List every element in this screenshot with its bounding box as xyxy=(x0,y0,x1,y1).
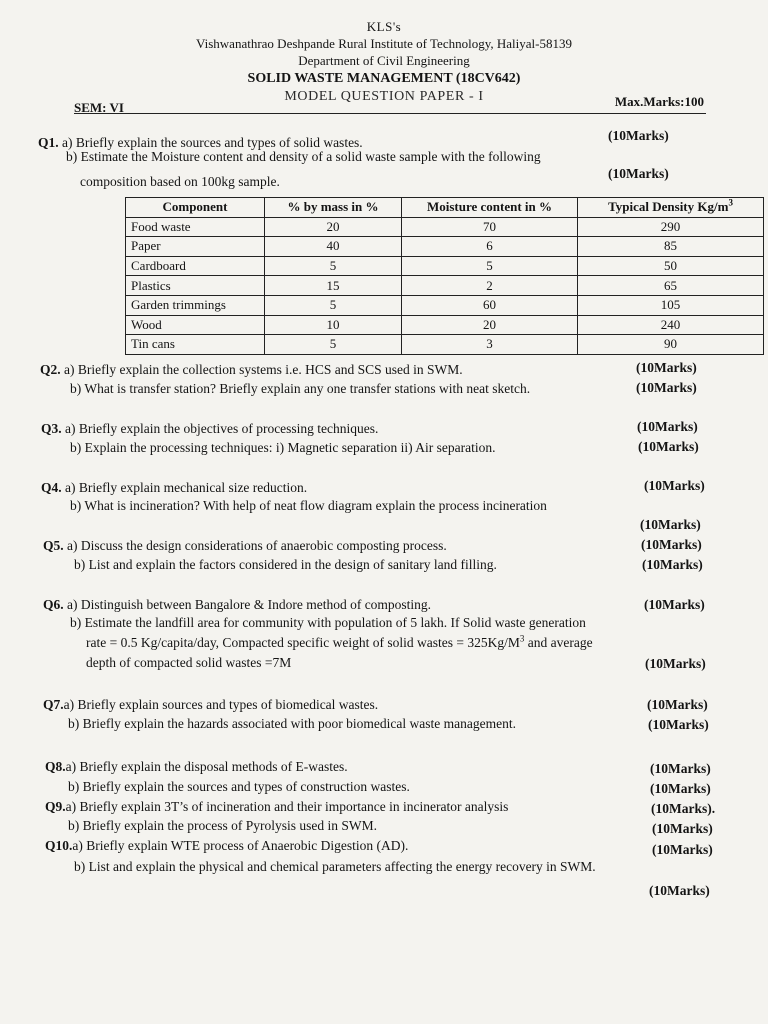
q6-b-text-1: b) Estimate the landfill area for community with population of 5 lakh. If Solid waste generation xyxy=(70,615,586,630)
cell-component: Paper xyxy=(126,237,265,257)
q3-part-a xyxy=(41,421,378,437)
table-row xyxy=(126,295,764,315)
q1-a-marks: (10Marks) xyxy=(608,128,669,143)
q4-number: Q4. xyxy=(41,480,62,495)
q9-part-a xyxy=(45,799,508,815)
cell-component: Food waste xyxy=(126,217,265,237)
cell-component: Tin cans xyxy=(126,335,265,355)
department-name: Department of Civil Engineering xyxy=(298,53,470,68)
q4-b-text: b) What is incineration? With help of neat flow diagram explain the process incineration xyxy=(70,498,547,513)
q5-number: Q5. xyxy=(43,538,64,553)
q8-b-text: b) Briefly explain the sources and types of construction wastes. xyxy=(68,779,410,794)
cell-density: 105 xyxy=(578,295,764,315)
cell-moisture: 3 xyxy=(402,335,578,355)
q7-number: Q7. xyxy=(43,697,64,712)
q3-a-marks: (10Marks) xyxy=(637,419,698,434)
q5-b-text: b) List and explain the factors considered in the design of sanitary land filling. xyxy=(74,557,497,572)
cell-component: Wood xyxy=(126,315,265,335)
cell-mass: 10 xyxy=(265,315,402,335)
q7-a-text: a) Briefly explain sources and types of biomedical wastes. xyxy=(63,697,379,712)
q10-a-marks: (10Marks) xyxy=(652,842,713,857)
q6-part-a xyxy=(43,597,431,613)
cell-moisture: 6 xyxy=(402,237,578,257)
cell-mass: 40 xyxy=(265,237,402,257)
q1-b-text-2: composition based on 100kg sample. xyxy=(80,174,280,189)
header-density-sup: 3 xyxy=(728,197,733,208)
cell-mass: 20 xyxy=(265,217,402,237)
paper-header xyxy=(0,18,768,105)
q1-a-text: a) Briefly explain the sources and types of solid wastes. xyxy=(62,135,363,150)
q5-a-text: a) Discuss the design considerations of anaerobic composting process. xyxy=(67,538,447,553)
q6-number: Q6. xyxy=(43,597,64,612)
table-row xyxy=(126,315,764,335)
q8-a-marks: (10Marks) xyxy=(650,761,711,776)
q9-a-marks: (10Marks). xyxy=(651,801,716,816)
q6-b-marks: (10Marks) xyxy=(645,656,706,671)
cell-mass: 5 xyxy=(265,335,402,355)
q1-b-text-1: b) Estimate the Moisture content and density of a solid waste sample with the following xyxy=(66,149,541,164)
q7-b-marks: (10Marks) xyxy=(648,717,709,732)
table-row xyxy=(126,335,764,355)
q6-b-text-2a: rate = 0.5 Kg/capita/day, Compacted specific weight of solid wastes = 325Kg/M xyxy=(86,635,520,650)
q8-part-a xyxy=(45,759,348,775)
q10-a-text: a) Briefly explain WTE process of Anaerobic Digestion (AD). xyxy=(72,838,409,853)
institute-name: Vishwanathrao Deshpande Rural Institute of Technology, Haliyal-58139 xyxy=(196,36,572,51)
q6-a-marks: (10Marks) xyxy=(644,597,705,612)
header-mass: % by mass in % xyxy=(265,198,402,218)
table-row xyxy=(126,237,764,257)
q10-b-text: b) List and explain the physical and chemical parameters affecting the energy recovery in SWM. xyxy=(74,859,596,874)
org-name: KLS's xyxy=(366,19,402,34)
q2-a-marks: (10Marks) xyxy=(636,360,697,375)
cell-component: Cardboard xyxy=(126,256,265,276)
table-header-row xyxy=(126,198,764,218)
cell-density: 85 xyxy=(578,237,764,257)
q7-part-a xyxy=(43,697,378,713)
q8-number: Q8. xyxy=(45,759,66,774)
q10-b-marks: (10Marks) xyxy=(649,883,710,898)
max-marks-label: Max.Marks:100 xyxy=(614,94,704,109)
cell-density: 240 xyxy=(578,315,764,335)
q9-b-marks: (10Marks) xyxy=(652,821,713,836)
q4-a-text: a) Briefly explain mechanical size reduction. xyxy=(65,480,308,495)
cell-component: Plastics xyxy=(126,276,265,296)
q6-a-text: a) Distinguish between Bangalore & Indore method of composting. xyxy=(67,597,432,612)
q9-b-text: b) Briefly explain the process of Pyrolysis used in SWM. xyxy=(68,818,377,833)
q4-part-a xyxy=(41,480,307,496)
q9-number: Q9. xyxy=(45,799,66,814)
cell-moisture: 70 xyxy=(402,217,578,237)
semester-label: SEM: VI xyxy=(74,100,124,115)
cell-moisture: 5 xyxy=(402,256,578,276)
q3-b-marks: (10Marks) xyxy=(638,439,699,454)
q3-number: Q3. xyxy=(41,421,62,436)
header-density xyxy=(578,198,764,218)
composition-table xyxy=(125,197,764,355)
q3-b-text: b) Explain the processing techniques: i) Magnetic separation ii) Air separation. xyxy=(70,440,496,455)
cell-moisture: 20 xyxy=(402,315,578,335)
cell-moisture: 2 xyxy=(402,276,578,296)
q4-b-marks: (10Marks) xyxy=(640,517,701,532)
q2-b-marks: (10Marks) xyxy=(636,380,697,395)
q2-part-a xyxy=(40,362,463,378)
paper-title: MODEL QUESTION PAPER - I xyxy=(284,89,484,104)
cell-component: Garden trimmings xyxy=(126,295,265,315)
q2-number: Q2. xyxy=(40,362,61,377)
q7-b-text: b) Briefly explain the hazards associated with poor biomedical waste management. xyxy=(68,716,516,731)
q5-a-marks: (10Marks) xyxy=(641,537,702,552)
q3-a-text: a) Briefly explain the objectives of processing techniques. xyxy=(65,421,379,436)
table-row xyxy=(126,276,764,296)
q9-a-text: a) Briefly explain 3T’s of incineration and their importance in incinerator analysis xyxy=(65,799,509,814)
header-moisture-text: Moisture content in % xyxy=(426,199,553,215)
header-component: Component xyxy=(126,198,265,218)
q7-a-marks: (10Marks) xyxy=(647,697,708,712)
q8-a-text: a) Briefly explain the disposal methods of E-wastes. xyxy=(65,759,348,774)
q8-b-marks: (10Marks) xyxy=(650,781,711,796)
cell-mass: 5 xyxy=(265,256,402,276)
cell-density: 90 xyxy=(578,335,764,355)
q6-b-sup: 3 xyxy=(519,633,525,644)
q10-part-a xyxy=(45,838,408,854)
subject-title: SOLID WASTE MANAGEMENT (18CV642) xyxy=(247,71,521,86)
cell-mass: 5 xyxy=(265,295,402,315)
header-moisture xyxy=(402,198,578,218)
q1-number: Q1. xyxy=(38,135,59,150)
q2-b-text: b) What is transfer station? Briefly explain any one transfer stations with neat sketch. xyxy=(70,381,531,396)
q6-b-text-3: depth of compacted solid wastes =7M xyxy=(86,655,292,670)
cell-density: 50 xyxy=(578,256,764,276)
q2-a-text: a) Briefly explain the collection systems i.e. HCS and SCS used in SWM. xyxy=(64,362,463,377)
q4-a-marks: (10Marks) xyxy=(644,478,705,493)
cell-moisture: 60 xyxy=(402,295,578,315)
header-density-text: Typical Density Kg/m xyxy=(608,199,729,215)
q10-number: Q10. xyxy=(45,838,73,853)
q5-part-a xyxy=(43,538,447,554)
header-rule xyxy=(74,113,706,114)
q6-b-text-2 xyxy=(86,635,593,651)
cell-density: 290 xyxy=(578,217,764,237)
table-row xyxy=(126,217,764,237)
cell-mass: 15 xyxy=(265,276,402,296)
cell-density: 65 xyxy=(578,276,764,296)
q6-b-text-2b: and average xyxy=(524,635,593,650)
q5-b-marks: (10Marks) xyxy=(642,557,703,572)
table-row xyxy=(126,256,764,276)
q1-b-marks: (10Marks) xyxy=(608,166,669,181)
